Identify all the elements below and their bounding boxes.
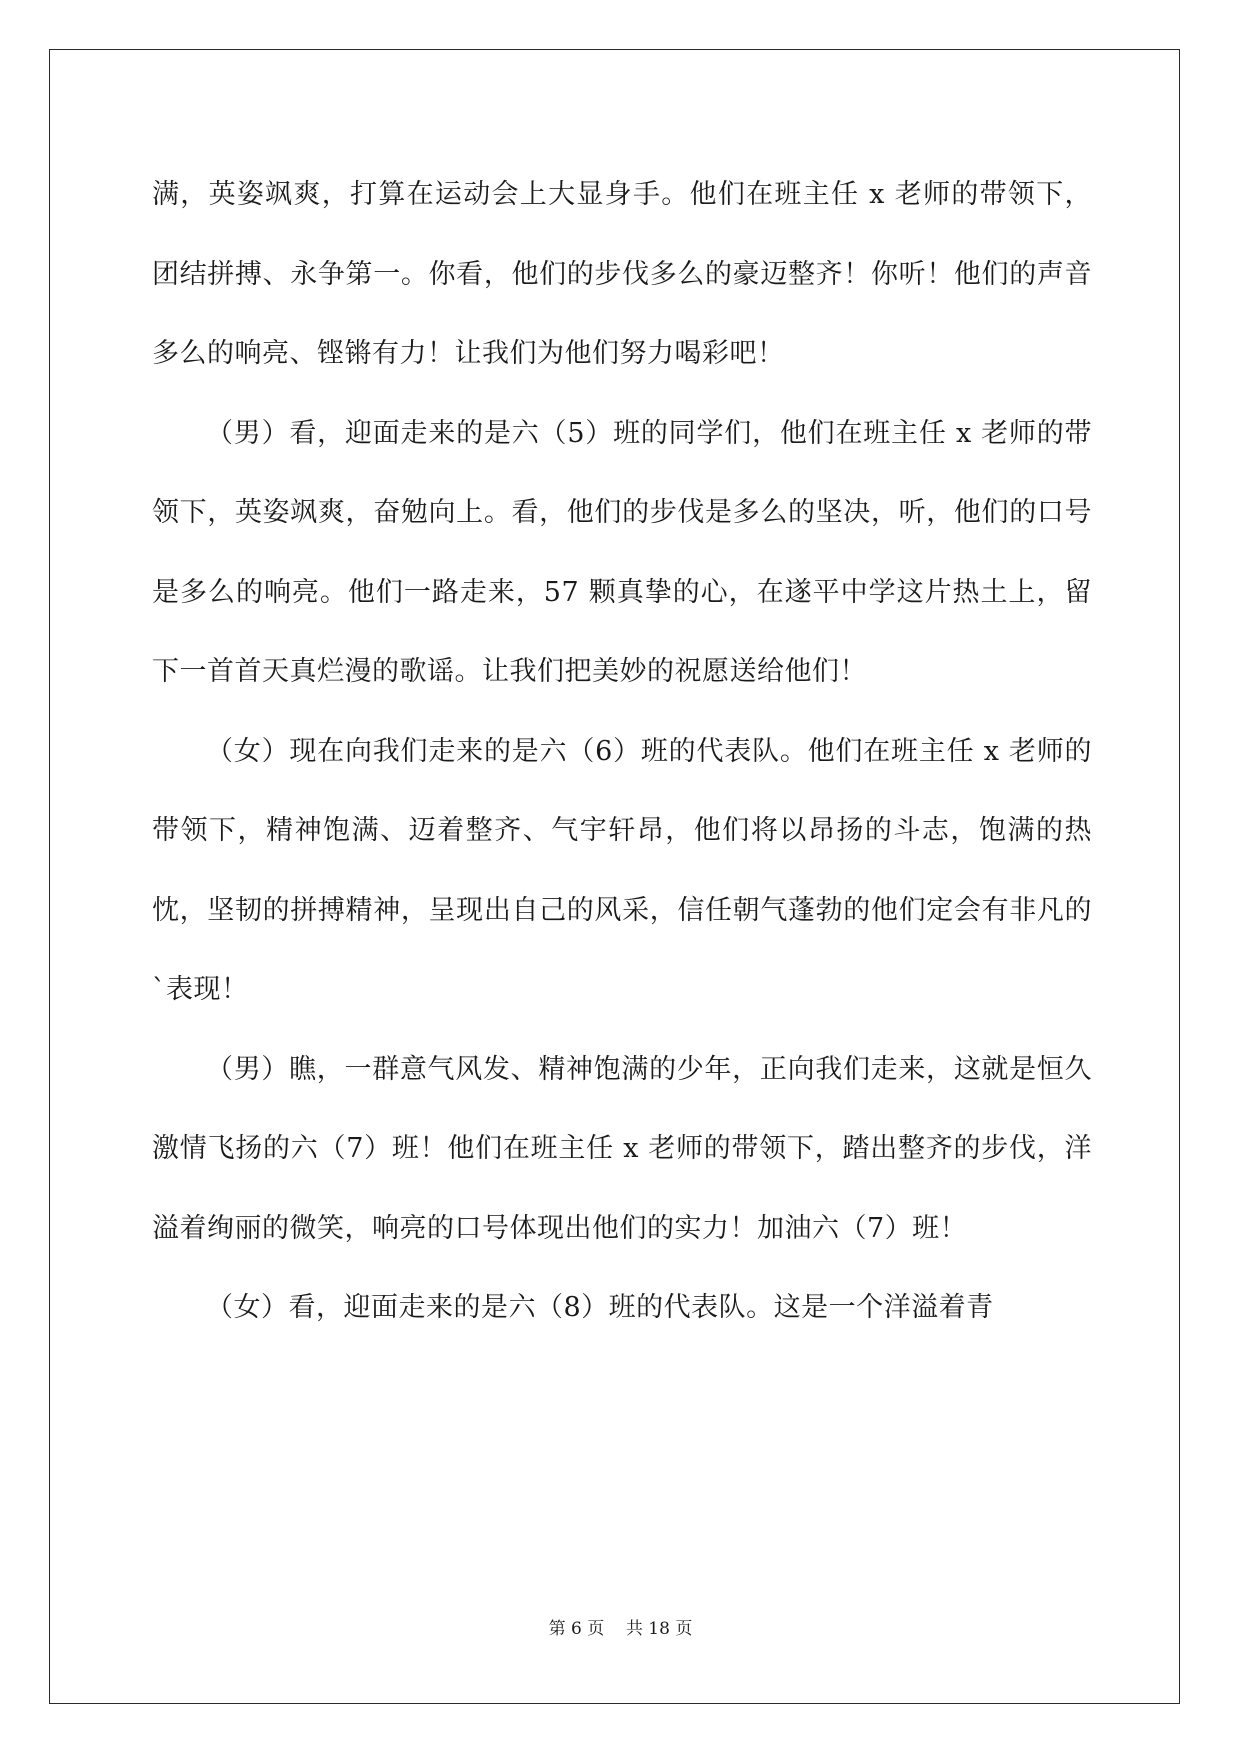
document-body: [152, 155, 1092, 1348]
paragraph-1: 满，英姿飒爽，打算在运动会上大显身手。他们在班主任 x 老师的带领下，团结拼搏、永争第一。你看，他们的步伐多么的豪迈整齐！你听！他们的声音多么的响亮、铿锵有力！让我们为他们努力喝彩吧！: [152, 179, 1092, 369]
paragraph-5: （女）看，迎面走来的是六（8）班的代表队。这是一个洋溢着青: [206, 1292, 994, 1323]
paragraph-3: （女）现在向我们走来的是六（6）班的代表队。他们在班主任 x 老师的带领下，精神饱满、迈着整齐、气宇轩昂，他们将以昂扬的斗志，饱满的热忱，坚韧的拼搏精神，呈现出自己的风采，信任朝气蓬勃的他们定会有非凡的`表现！: [152, 735, 1092, 1005]
page-footer: [0, 1614, 1241, 1639]
page-total: 共 18 页: [625, 1619, 693, 1639]
page-number: 第 6 页: [548, 1619, 605, 1639]
paragraph-2: （男）看，迎面走来的是六（5）班的同学们，他们在班主任 x 老师的带领下，英姿飒爽，奋勉向上。看，他们的步伐是多么的坚决，听，他们的口号是多么的响亮。他们一路走来，57 颗真挚的心，在遂平中学这片热土上，留下一首首天真烂漫的歌谣。让我们把美妙的祝愿送给他们！: [152, 417, 1092, 687]
paragraph-4: （男）瞧，一群意气风发、精神饱满的少年，正向我们走来，这就是恒久激情飞扬的六（7）班！他们在班主任 x 老师的带领下，踏出整齐的步伐，洋溢着绚丽的微笑，响亮的口号体现出他们的实力！加油六（7）班！: [152, 1053, 1092, 1244]
